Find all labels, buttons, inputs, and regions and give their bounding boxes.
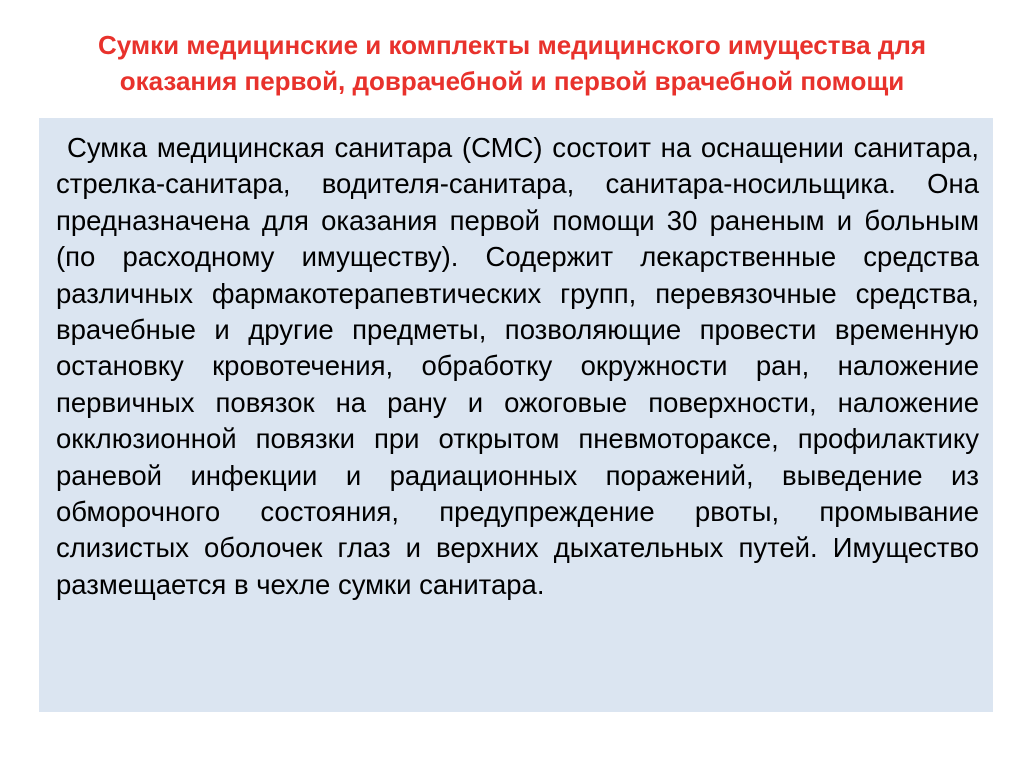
slide-title-line-1: Сумки медицинские и комплекты медицинского имущества для — [97, 30, 927, 60]
content-box — [39, 118, 993, 712]
slide-title-line-2: оказания первой, доврачебной и первой врачебной помощи — [119, 66, 905, 96]
slide-title — [30, 27, 994, 99]
body-paragraph: Сумка медицинская санитара (СМС) состоит на оснащении санитара, стрелка-санитара, водителя-санитара, санитара-носильщика. Она предназначена для оказания первой помощи 30 раненым и больным (по расходному имуществу). Содержит лекарственные средства различных фармакотерапевтических групп, перевязочные средства, врачебные и другие предметы, позволяющие провести временную остановку кровотечения, обработку окружности ран, наложение первичных повязок на рану и ожоговые поверхности, наложение окклюзионной повязки при открытом пневмотораксе, профилактику раневой инфекции и радиационных поражений, выведение из обморочного состояния, предупреждение рвоты, промывание слизистых оболочек глаз и верхних дыхательных путей. Имущество размещается в чехле сумки санитара. — [56, 132, 979, 600]
